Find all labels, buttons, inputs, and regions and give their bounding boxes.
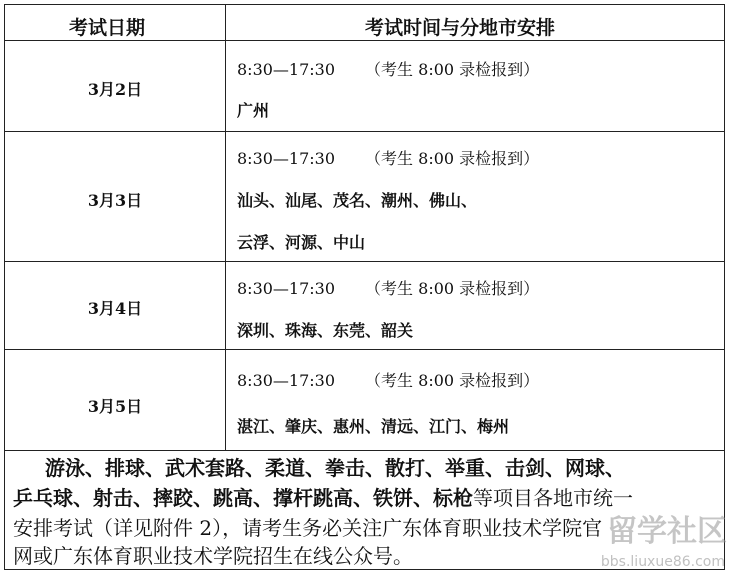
exam-time: 8:30—17:30 <box>237 371 336 390</box>
time-line <box>237 146 539 169</box>
table-header <box>5 5 724 41</box>
time-line <box>237 57 539 80</box>
city-list: 云浮、河源、中山 <box>237 233 366 252</box>
footer-line3: 安排考试（详见附件 2），请考生务必关注广东体育职业技术学院官 <box>13 516 603 540</box>
header-schedule: 考试时间与分地市安排 <box>365 17 556 39</box>
footer-line2-sports: 乒乓球、射击、摔跤、跳高、撑杆跳高、铁饼、标枪 <box>13 486 473 510</box>
table-row <box>5 262 724 350</box>
footer-line1: 游泳、排球、武术套路、柔道、拳击、散打、举重、击剑、网球、 <box>45 456 625 480</box>
time-line <box>237 368 539 391</box>
footer-line2-rest: 等项目各地市统一 <box>473 486 633 510</box>
city-list: 深圳、珠海、东莞、韶关 <box>237 321 414 340</box>
city-list: 湛江、肇庆、惠州、清远、江门、梅州 <box>237 417 510 436</box>
exam-date: 3月3日 <box>87 191 143 210</box>
city-list: 汕头、汕尾、茂名、潮州、佛山、 <box>237 191 478 210</box>
footer-line4: 网或广东体育职业技术学院招生在线公众号。 <box>13 544 413 568</box>
exam-schedule-table <box>4 4 725 570</box>
checkin-note: （考生 8:00 录检报到） <box>365 279 540 298</box>
time-line <box>237 276 539 299</box>
exam-date: 3月4日 <box>87 299 143 318</box>
exam-time: 8:30—17:30 <box>237 60 336 79</box>
checkin-note: （考生 8:00 录检报到） <box>365 60 540 79</box>
header-date: 考试日期 <box>69 17 146 39</box>
checkin-note: （考生 8:00 录检报到） <box>365 371 540 390</box>
checkin-note: （考生 8:00 录检报到） <box>365 149 540 168</box>
table-row <box>5 41 724 132</box>
city-list: 广州 <box>237 101 270 120</box>
table-row <box>5 350 724 451</box>
exam-date: 3月5日 <box>87 397 143 416</box>
exam-time: 8:30—17:30 <box>237 149 336 168</box>
watermark-url: bbs.liuxue86.com <box>600 554 725 570</box>
exam-time: 8:30—17:30 <box>237 279 336 298</box>
watermark-logo: 留学社区 <box>607 514 727 549</box>
table-row <box>5 132 724 262</box>
exam-date: 3月2日 <box>87 80 143 99</box>
